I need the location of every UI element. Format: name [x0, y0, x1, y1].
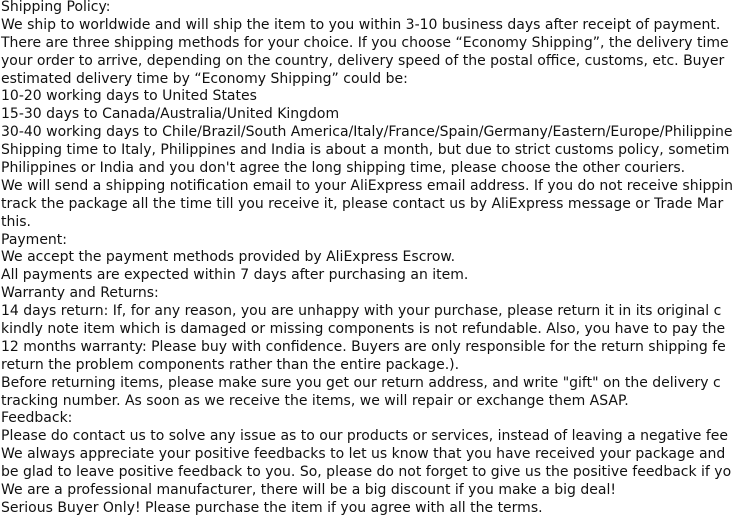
- text-line: 14 days return: If, for any reason, you are unhappy with your purchase, please return it in its original c: [1, 303, 722, 320]
- text-line: We ship to worldwide and will ship the item to you within 3-10 business days after receipt of payment.: [1, 16, 721, 33]
- text-line: We accept the payment methods provided by AliExpress Escrow.: [1, 249, 456, 266]
- text-line: estimated delivery time by “Economy Shipping” could be:: [1, 70, 408, 87]
- text-line: tracking number. As soon as we receive the items, we will repair or exchange them ASAP.: [1, 392, 629, 409]
- text-line: 30-40 working days to Chile/Brazil/South America/Italy/France/Spain/Germany/Eastern/Europe/Philippine: [1, 124, 733, 141]
- text-line: return the problem components rather than the entire package.).: [1, 356, 460, 373]
- text-line: Philippines or India and you don't agree the long shipping time, please choose the other couriers.: [1, 160, 686, 177]
- text-line: All payments are expected within 7 days after purchasing an item.: [1, 267, 469, 284]
- text-line: be glad to leave positive feedback to you. So, please do not forget to give us the positive feedback if yo: [1, 464, 732, 481]
- text-line: Serious Buyer Only! Please purchase the item if you agree with all the terms.: [1, 499, 543, 516]
- text-line: We always appreciate your positive feedbacks to let us know that you have received your package and: [1, 446, 726, 463]
- text-line: Before returning items, please make sure you get our return address, and write "gift" on the delivery c: [1, 374, 721, 391]
- text-line: Shipping time to Italy, Philippines and India is about a month, but due to strict customs policy, sometim: [1, 142, 730, 159]
- text-line: There are three shipping methods for your choice. If you choose “Economy Shipping”, the delivery time: [1, 34, 729, 51]
- text-line: We will send a shipping notification email to your AliExpress email address. If you do not receive shippin: [1, 177, 734, 194]
- text-line: this.: [1, 213, 31, 230]
- text-line: kindly note item which is damaged or missing components is not refundable. Also, you have to pay the: [1, 321, 726, 338]
- text-line: 12 months warranty: Please buy with confidence. Buyers are only responsible for the return shipping fe: [1, 338, 726, 355]
- feedback-heading: Feedback:: [1, 410, 73, 427]
- text-line: 10-20 working days to United States: [1, 88, 257, 105]
- text-line: your order to arrive, depending on the country, delivery speed of the postal office, customs, etc. Buyer: [1, 52, 725, 69]
- text-line: track the package all the time till you receive it, please contact us by AliExpress message or Trade Mar: [1, 195, 724, 212]
- text-line: Please do contact us to solve any issue as to our products or services, instead of leaving a negative fee: [1, 428, 728, 445]
- warranty-returns-heading: Warranty and Returns:: [1, 285, 159, 302]
- text-line: We are a professional manufacturer, there will be a big discount if you make a big deal!: [1, 482, 616, 499]
- store-policy-text: [1, 0, 750, 518]
- shipping-policy-heading: Shipping Policy:: [1, 0, 111, 15]
- payment-heading: Payment:: [1, 231, 68, 248]
- text-line: 15-30 days to Canada/Australia/United Kingdom: [1, 106, 340, 123]
